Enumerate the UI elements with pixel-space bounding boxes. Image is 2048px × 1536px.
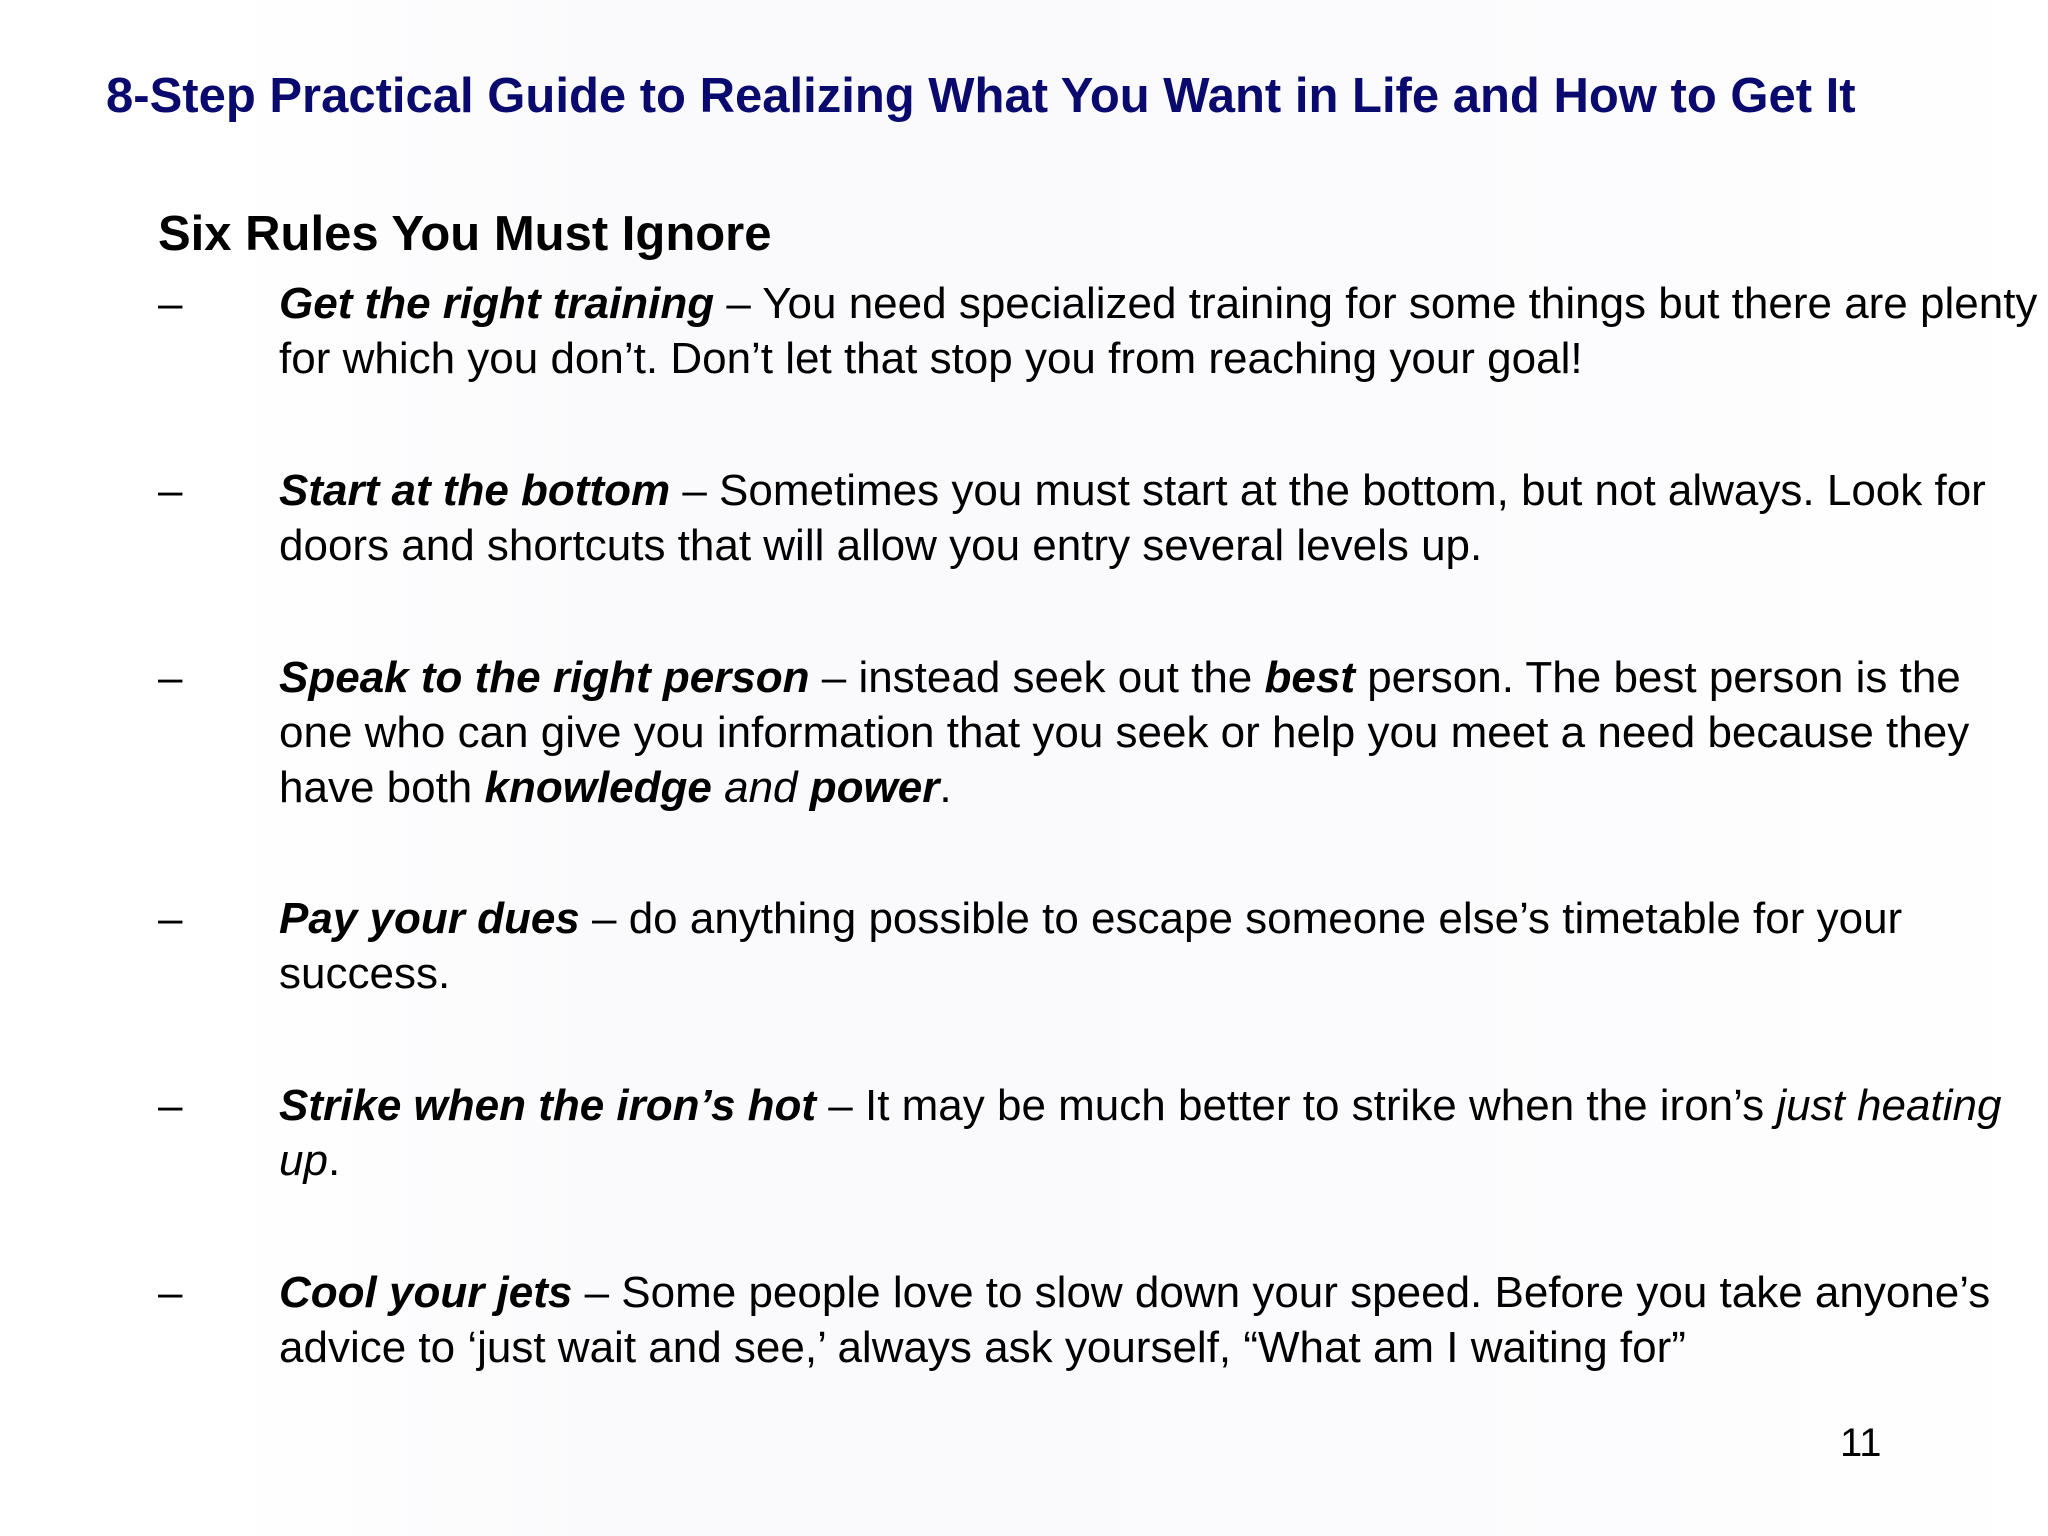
rule-separator: – — [572, 1268, 622, 1317]
bullet-dash: – — [158, 653, 183, 702]
slide-title: 8-Step Practical Guide to Realizing What You Want in Life and How to Get It — [106, 69, 1856, 123]
rule-description: You need specialized training for some things but there are plenty for which you don’t. Don’t let that stop you from reaching your goal! — [279, 279, 2038, 383]
rule-description-end: . — [939, 763, 952, 812]
rule-text — [279, 463, 2039, 573]
bullet-dash: – — [158, 466, 183, 515]
bullet-dash: – — [158, 1268, 183, 1317]
rule-description: Sometimes you must start at the bottom, but not always. Look for doors and shortcuts that will allow you entry several levels up. — [279, 466, 1986, 570]
emphasis-just-heating-up: just heating up — [279, 1081, 2002, 1185]
rule-name: Strike when the iron’s hot — [279, 1081, 817, 1130]
rule-separator: – — [714, 279, 763, 328]
emphasis-power: power — [809, 763, 940, 812]
rule-separator: – — [809, 653, 859, 702]
section-heading: Six Rules You Must Ignore — [158, 207, 772, 261]
rule-description-part: instead seek out the — [858, 653, 1265, 702]
rule-name: Get the right training — [279, 279, 715, 328]
rule-description-end: . — [327, 1136, 341, 1185]
rule-description: Some people love to slow down your speed. Before you take anyone’s advice to ‘just wait and see,’ always ask yourself, “What am I waiting for” — [279, 1268, 1991, 1372]
rule-text — [279, 1265, 2039, 1375]
emphasis-and: and — [711, 763, 810, 812]
bullet-dash: – — [158, 894, 183, 943]
rule-separator: – — [670, 466, 720, 515]
rule-name: Cool your jets — [279, 1268, 573, 1317]
emphasis-knowledge: knowledge — [484, 763, 712, 812]
rule-text — [279, 276, 2039, 386]
emphasis-best: best — [1264, 653, 1355, 702]
rule-text — [279, 1078, 2039, 1188]
rule-description: do anything possible to escape someone else’s timetable for your success. — [279, 894, 1903, 998]
bullet-dash: – — [158, 1081, 183, 1130]
rule-name: Start at the bottom — [279, 466, 671, 515]
rule-name: Speak to the right person — [279, 653, 810, 702]
bullet-dash: – — [158, 279, 183, 328]
rule-text — [279, 650, 2039, 815]
rule-name: Pay your dues — [279, 894, 580, 943]
rule-separator: – — [816, 1081, 865, 1130]
rule-description-part: It may be much better to strike when the iron’s — [864, 1081, 1777, 1130]
rule-text — [279, 891, 2039, 1001]
rule-description-part: person. The best person is the one who can give you information that you seek or help you meet a need because they have both — [279, 653, 1970, 812]
rule-separator: – — [579, 894, 629, 943]
page-number: 11 — [1840, 1421, 1882, 1465]
